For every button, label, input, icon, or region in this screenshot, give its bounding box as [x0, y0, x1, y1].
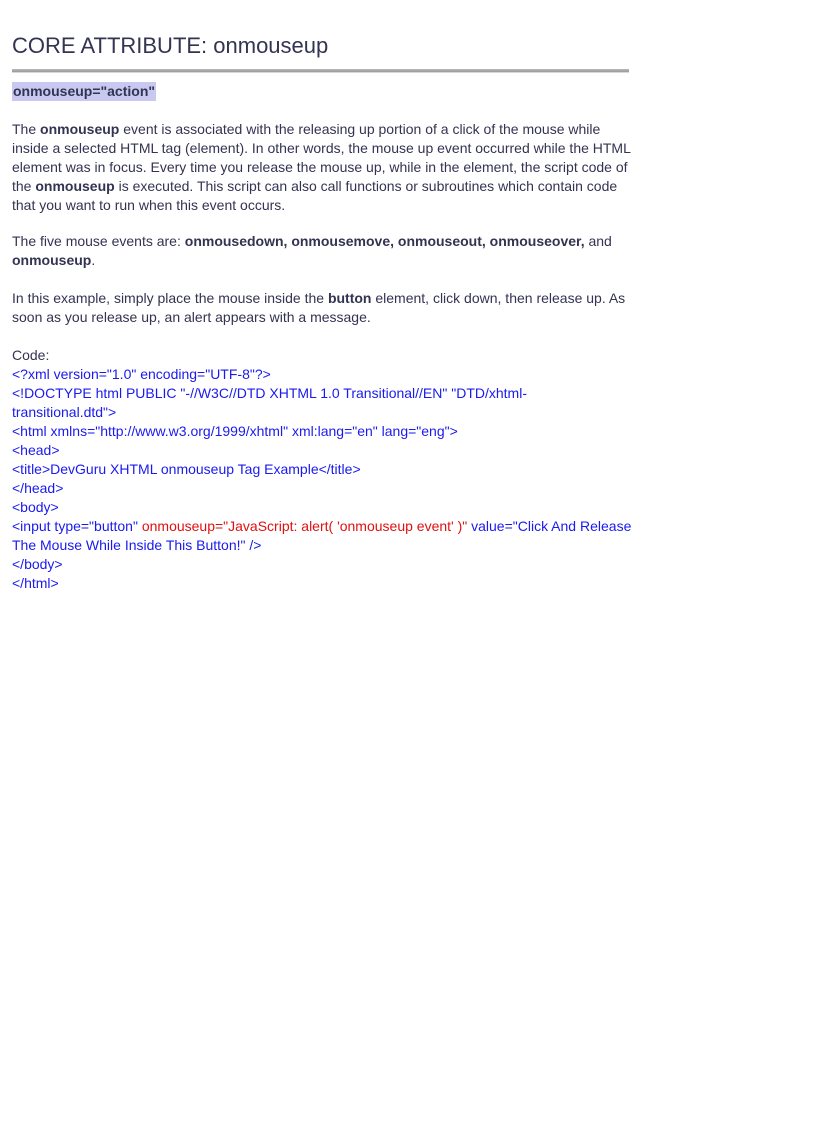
syntax-highlight: onmouseup="action": [13, 83, 156, 99]
code-line: </body>: [12, 556, 63, 572]
text-segment: event is associated with the releasing up portion of a click of the mouse while inside a selected HTML tag (element). In other words, the mouse up event occurred while the HTML element was in focus. Every time you release the mouse up, while in the element, the script code of the: [12, 121, 631, 194]
text-segment: In this example, simply place the mouse inside the: [12, 290, 328, 306]
keyword-mouse-events: onmousedown, onmousemove, onmouseout, onmouseover,: [184, 233, 585, 249]
keyword-button: button: [327, 290, 372, 306]
code-line: <head>: [12, 442, 60, 458]
code-line: </head>: [12, 480, 64, 496]
code-block: [12, 365, 632, 593]
page-title: CORE ATTRIBUTE: onmouseup: [12, 33, 329, 58]
code-line: transitional.dtd">: [12, 404, 117, 420]
example-paragraph: [12, 289, 632, 327]
code-line: <html xmlns="http://www.w3.org/1999/xhtml" xml:lang="en" lang="eng">: [12, 423, 458, 439]
text-segment: The: [12, 121, 41, 137]
code-input-line: [12, 517, 632, 555]
keyword-onmouseup: onmouseup: [12, 252, 92, 268]
code-line: </html>: [12, 575, 59, 591]
keyword-onmouseup: onmouseup: [40, 121, 120, 137]
code-event-handler: onmouseup="JavaScript: alert( 'onmouseup event' )": [141, 518, 468, 534]
code-line: <?xml version="1.0" encoding="UTF-8"?>: [12, 366, 271, 382]
code-segment: <input type="button": [12, 518, 142, 534]
text-segment: .: [91, 252, 96, 268]
mouse-events-paragraph: [12, 232, 632, 270]
code-line: <title>DevGuru XHTML onmouseup Tag Example</title>: [12, 461, 361, 477]
code-line: <body>: [12, 499, 59, 515]
code-line: <!DOCTYPE html PUBLIC "-//W3C//DTD XHTML 1.0 Transitional//EN" "DTD/xhtml-: [12, 385, 527, 401]
code-label: Code:: [12, 347, 50, 363]
text-segment: and: [584, 233, 612, 249]
keyword-onmouseup: onmouseup: [35, 178, 115, 194]
text-segment: The five mouse events are:: [12, 233, 185, 249]
text-segment: element, click down, then release up. As soon as you release up, an alert appears with a message.: [12, 290, 626, 325]
text-segment: is executed. This script can also call functions or subroutines which contain code that you want to run when this event occurs.: [12, 178, 618, 213]
code-segment: value="Click And Release The Mouse While Inside This Button!" />: [12, 518, 632, 553]
description-paragraph: [12, 120, 632, 215]
title-divider: [12, 69, 629, 73]
